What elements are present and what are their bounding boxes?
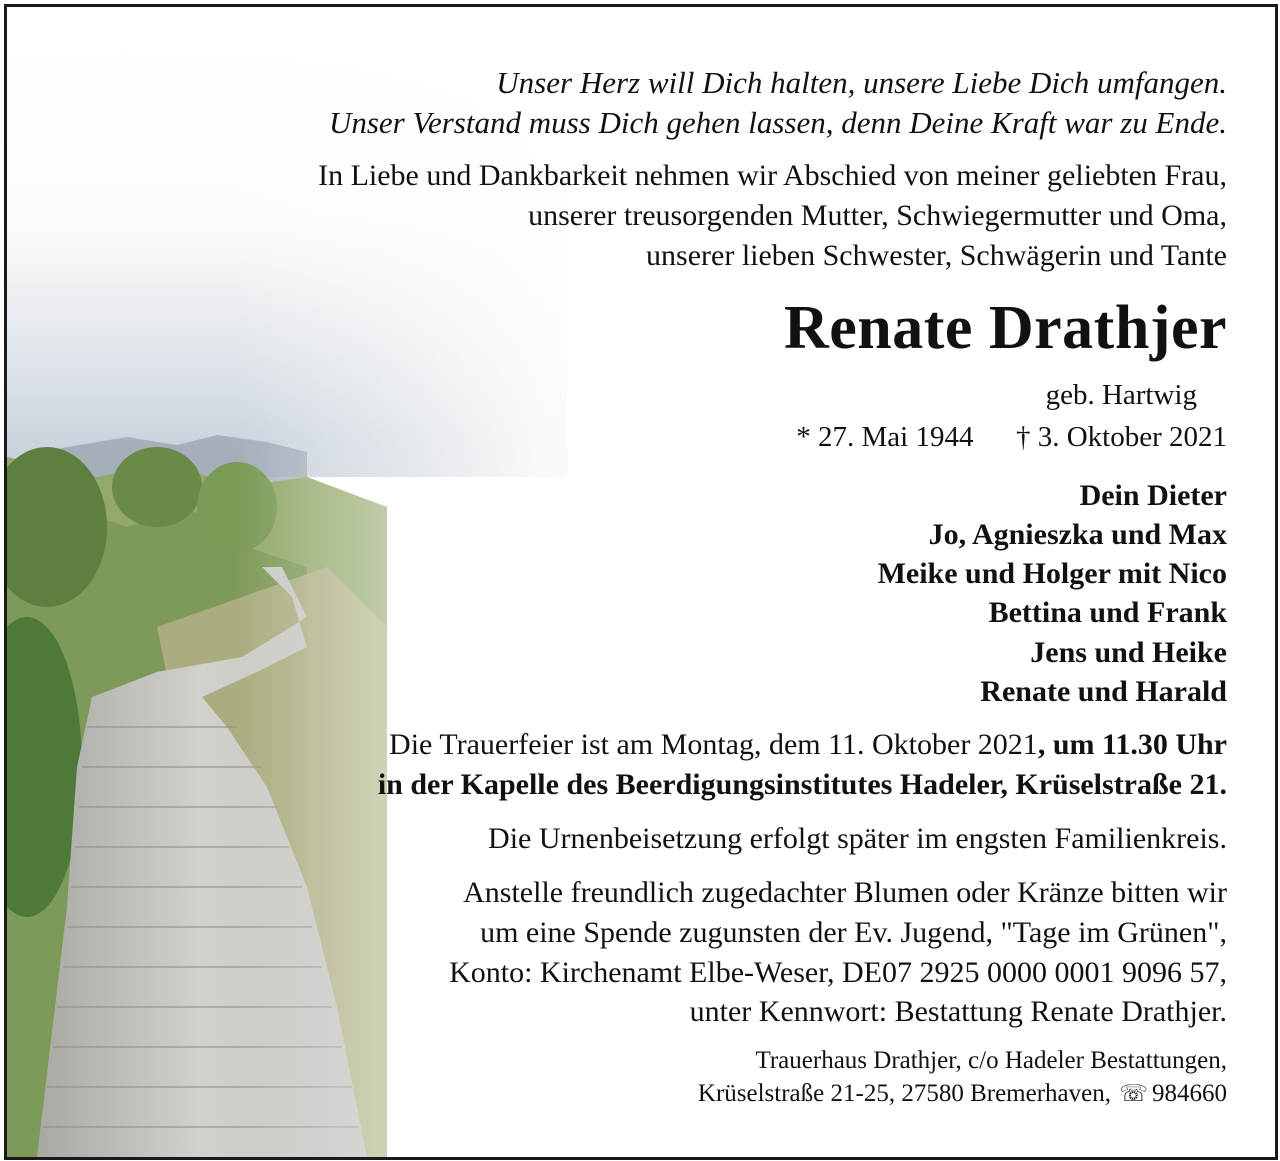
family-member: Meike und Holger mit Nico — [877, 557, 1227, 590]
ceremony-date: Die Trauerfeier ist am Montag, dem 11. Oktober 2021 — [389, 728, 1038, 761]
quote-line-1: Unser Herz will Dich halten, unsere Liebe Dich umfangen. — [496, 65, 1227, 100]
donation-line-2: um eine Spende zugunsten der Ev. Jugend, "Tage im Grünen", — [480, 916, 1227, 949]
birth-date: * 27. Mai 1944 — [796, 421, 974, 453]
donation-line-1: Anstelle freundlich zugedachter Blumen oder Kränze bitten wir — [463, 876, 1227, 909]
intro-line-3: unserer lieben Schwester, Schwägerin und Tante — [646, 239, 1227, 272]
family-member: Renate und Harald — [980, 675, 1227, 708]
birth-name: geb. Hartwig — [1045, 379, 1197, 411]
footer-phone: 984660 — [1152, 1080, 1227, 1107]
family-member: Bettina und Frank — [988, 596, 1227, 629]
obituary-content — [7, 7, 1275, 1157]
burial-note: Die Urnenbeisetzung erfolgt später im engsten Familienkreis. — [488, 822, 1227, 855]
life-dates — [796, 421, 1227, 454]
deceased-name: Renate Drathjer — [783, 294, 1227, 362]
footer-address: Krüselstraße 21-25, 27580 Bremerhaven, — [697, 1080, 1111, 1107]
ceremony-line-1 — [389, 728, 1227, 762]
donation-line-4: unter Kennwort: Bestattung Renate Drathjer. — [689, 995, 1227, 1028]
donation-line-3: Konto: Kirchenamt Elbe-Weser, DE07 2925 0000 0001 9096 57, — [449, 956, 1227, 989]
family-member: Dein Dieter — [1079, 479, 1227, 512]
family-member: Jens und Heike — [1030, 636, 1227, 669]
quote-line-2: Unser Verstand muss Dich gehen lassen, denn Deine Kraft war zu Ende. — [328, 105, 1227, 140]
ceremony-time: , um 11.30 Uhr — [1037, 728, 1227, 761]
telephone-icon: ☏ — [1119, 1081, 1148, 1106]
obituary-frame — [4, 4, 1278, 1160]
footer-line-1: Trauerhaus Drathjer, c/o Hadeler Bestattungen, — [755, 1047, 1227, 1074]
intro-line-1: In Liebe und Dankbarkeit nehmen wir Abschied von meiner geliebten Frau, — [318, 159, 1227, 192]
family-member: Jo, Agnieszka und Max — [928, 518, 1227, 551]
footer-line-2 — [698, 1080, 1227, 1108]
intro-line-2: unserer treusorgenden Mutter, Schwiegermutter und Oma, — [528, 199, 1227, 232]
death-date: † 3. Oktober 2021 — [1015, 421, 1227, 453]
ceremony-location: in der Kapelle des Beerdigungsinstitutes Hadeler, Krüselstraße 21. — [377, 768, 1227, 801]
